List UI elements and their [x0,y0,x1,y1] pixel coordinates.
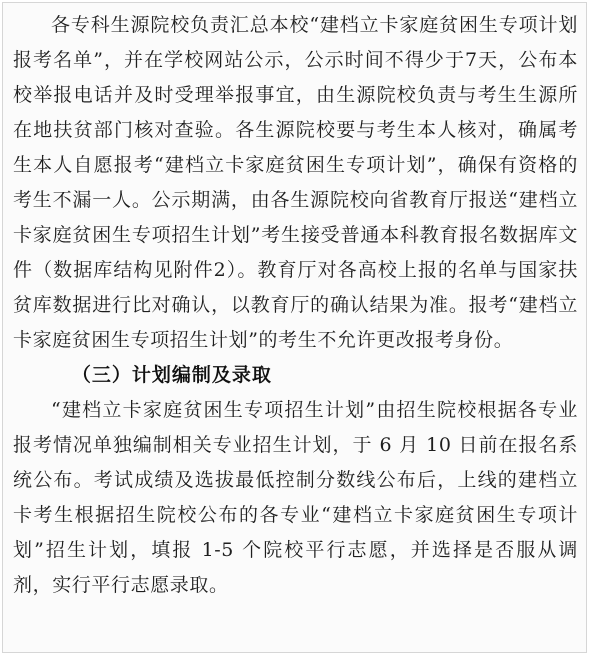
document-page [2,2,587,653]
section-heading-plan-admission: （三）计划编制及录取 [71,364,272,386]
document-body [13,8,578,603]
paragraph-plan-admission: “建档立卡家庭贫困生专项招生计划”由招生院校根据各专业报考情况单独编制相关专业招生计划，于 6 月 10 日前在报名系统公布。考试成绩及选拔最低控制分数线公布后，上线的建档立卡考生根据招生院校公布的各专业“建档立卡家庭贫困生专项计划”招生计划，填报 1-5 个院校平行志愿，并选择是否服从调剂，实行平行志愿录取。 [13,399,578,596]
paragraph-registration-verification: 各专科生源院校负责汇总本校“建档立卡家庭贫困生专项计划报考名单”，并在学校网站公示，公示时间不得少于7天，公布本校举报电话并及时受理举报事宜，由生源院校负责与考生生源所在地扶贫部门核对查验。各生源院校要与考生本人核对，确属考生本人自愿报考“建档立卡家庭贫困生专项计划”，确保有资格的考生不漏一人。公示期满，由各生源院校向省教育厅报送“建档立卡家庭贫困生专项招生计划”考生接受普通本科教育报名数据库文件（数据库结构见附件2）。教育厅对各高校上报的名单与国家扶贫库数据进行比对确认，以教育厅的确认结果为准。报考“建档立卡家庭贫困生专项招生计划”的考生不允许更改报考身份。 [13,14,578,351]
